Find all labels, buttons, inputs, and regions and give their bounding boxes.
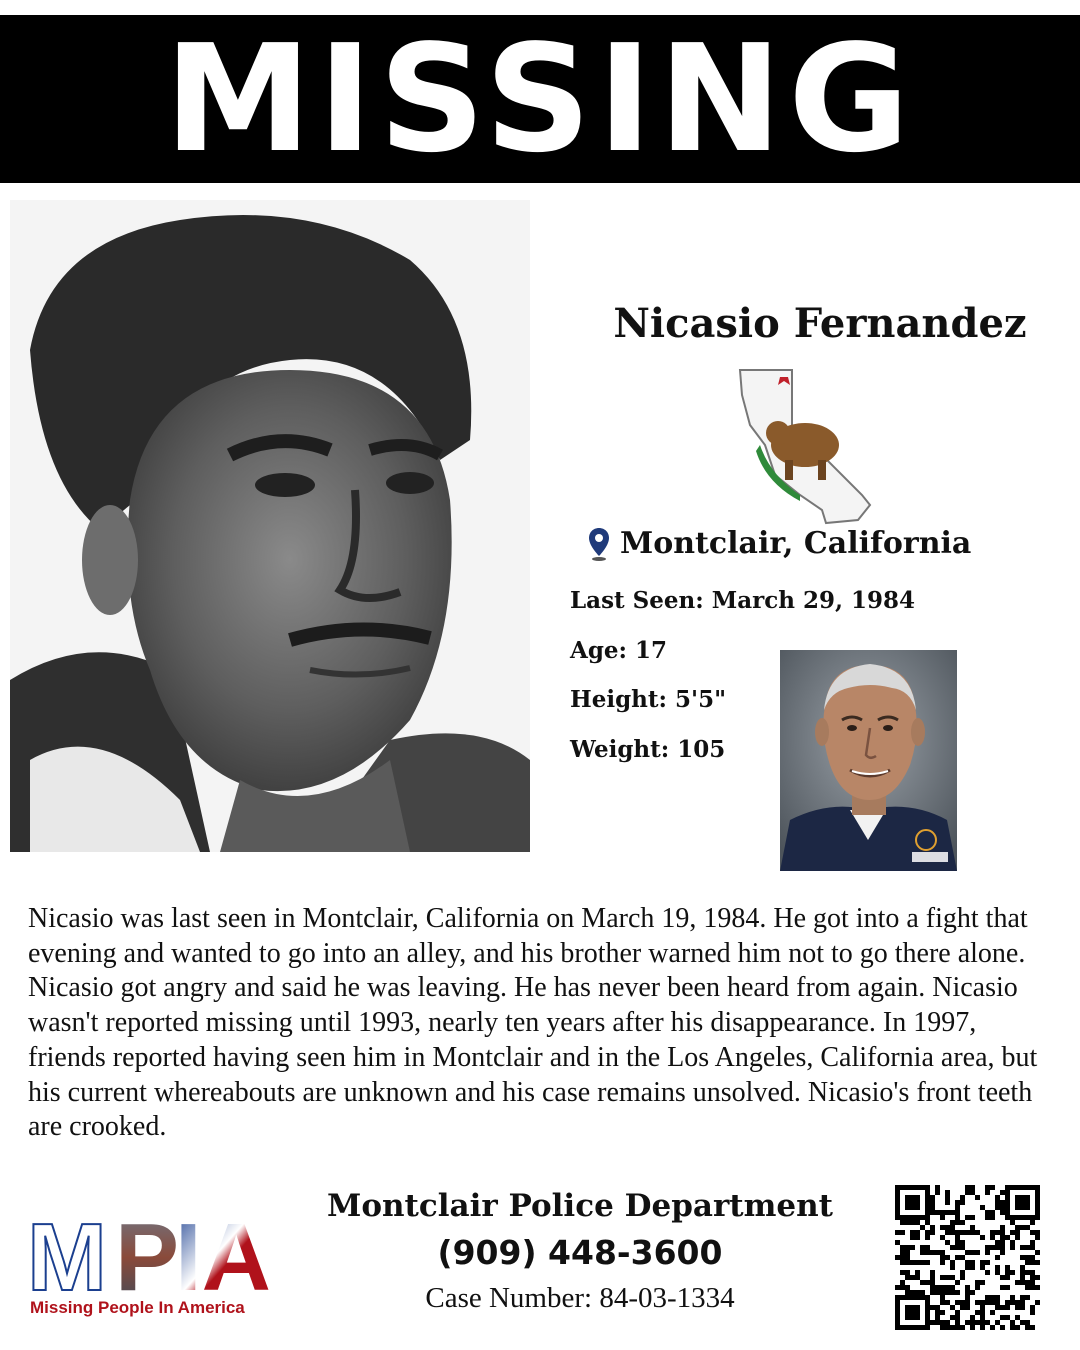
missing-person-photo bbox=[10, 200, 530, 852]
age: Age: 17 bbox=[570, 637, 668, 664]
map-pin-icon bbox=[588, 527, 610, 561]
svg-text:IA: IA bbox=[175, 1208, 271, 1311]
agency-phone[interactable]: (909) 448-3600 bbox=[437, 1233, 723, 1272]
logo-caption: Missing People In America bbox=[30, 1298, 245, 1317]
svg-text:P: P bbox=[115, 1208, 180, 1311]
svg-text:M: M bbox=[27, 1208, 107, 1311]
case-description: Nicasio was last seen in Montclair, California on March 19, 1984. He got into a fight that evening and wanted to go into an alley, and his brother warned him not to go there alone. Nicasio got angry and said he was leaving. He has never been heard from again. Nicasio wasn't reported missing until 1993, nearly ten years after his disappearance. In 1997, friends reported having seen him in Montclair and in the Los Angeles, California area, but his current whereabouts are unknown and his case remains unsolved. Nicasio's front teeth are crooked. bbox=[28, 903, 1038, 1143]
missing-banner bbox=[0, 15, 1080, 183]
weight: Weight: 105 bbox=[570, 736, 726, 763]
last-seen: Last Seen: March 29, 1984 bbox=[570, 587, 915, 614]
agency-name: Montclair Police Department bbox=[327, 1188, 833, 1224]
case-number: Case Number: 84-03-1334 bbox=[425, 1282, 735, 1314]
banner-title: MISSING bbox=[164, 13, 916, 185]
height: Height: 5'5" bbox=[570, 686, 727, 713]
location-text: Montclair, California bbox=[620, 526, 972, 561]
california-flag-map-icon bbox=[730, 365, 880, 527]
age-progressed-photo bbox=[780, 650, 957, 871]
location-row bbox=[588, 526, 971, 561]
qr-code-icon[interactable] bbox=[895, 1185, 1040, 1330]
person-name: Nicasio Fernandez bbox=[613, 300, 1027, 347]
